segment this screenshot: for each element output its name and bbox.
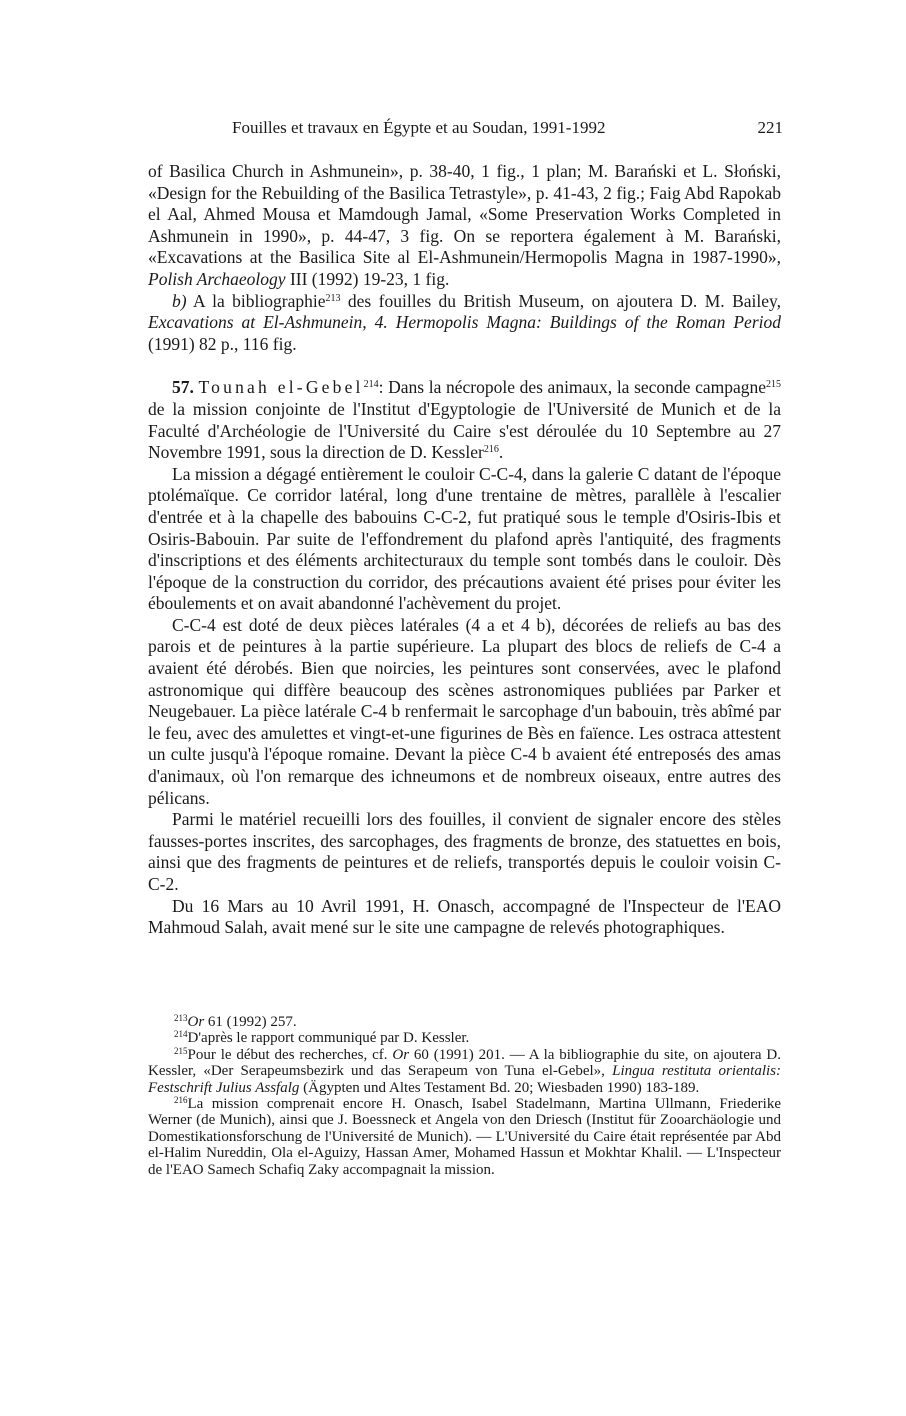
footnote-215 [148, 1047, 781, 1096]
footnote-216 [148, 1096, 781, 1178]
journal-title: Polish Archaeology [148, 268, 286, 289]
paragraph: Du 16 Mars au 10 Avril 1991, H. Onasch, accompagné de l'Inspecteur de l'EAO Mahmoud Salah, avait mené sur le site une campagne de relevés photographiques. [148, 895, 781, 938]
text-run: La mission comprenait encore H. Onasch, Isabel Stadelmann, Martina Ullmann, Friederike Werner (de Munich), ainsi que J. Boessneck et Angela von den Driesch (Institut für Zooarchäologie und Domestikationsforschung de l'Université de Munich). — L'Université du Caire était représentée par Abd el-Halim Nureddin, Ola el-Aguizy, Hassan Amer, Mohamed Hassun et Mokhtar Khalil. — L'Inspecteur de l'EAO Samech Schafiq Zaky accompagnait la mission. [148, 1096, 781, 1178]
text-run: Pour le début des recherches, cf. [187, 1046, 393, 1063]
text-run: : Dans la nécropole des animaux, la seconde campagne [378, 377, 766, 398]
footnote-number: 213 [174, 1013, 188, 1023]
main-text [148, 161, 781, 939]
text-run: (1991) 82 p., 116 fig. [148, 333, 297, 354]
journal-title: Or [392, 1046, 410, 1063]
footnotes [148, 1014, 781, 1178]
page-number: 221 [757, 118, 783, 137]
paragraph: C-C-4 est doté de deux pièces latérales (4 a et 4 b), décorées de reliefs au bas des parois et de peintures à la partie supérieure. La plupart des blocs de reliefs de C-4 a avaient été dérobés. Bien que noircies, les peintures sont conservées, avec le plafond astronomique qui diffère beaucoup des scènes astronomiques publiées par Parker et Neugebauer. La pièce latérale C-4 b renfermait le sarcophage d'un babouin, très abîmé par le feu, avec des amulettes et vingt-et-une figurines de Bès en faïence. Les ostraca attestent un culte jusqu'à l'époque romaine. Devant la pièce C-4 b avaient été entreposés des amas d'animaux, où l'on remarque des ichneumons et de nombreux oiseaux, entre autres des pélicans. [148, 614, 781, 808]
text-run: A la bibliographie [186, 290, 326, 311]
text-run: D'après le rapport communiqué par D. Kessler. [187, 1030, 470, 1047]
paragraph: Parmi le matériel recueilli lors des fouilles, il convient de signaler encore des stèles fausses-portes inscrites, des sarcophages, des fragments de bronze, des statuettes en bois, ainsi que des fragments de peintures et de reliefs, transportés depuis le couloir voisin C-C-2. [148, 809, 781, 894]
text-run: 60 (1991) 201. — A la bibliographie du site, on ajoutera D. Kessler, «Der Serapeumsbezirk und das Serapeum von Tuna el-Gebel», [148, 1046, 781, 1080]
text-run: 61 (1992) 257. [204, 1014, 297, 1030]
footnote-ref[interactable]: 213 [325, 292, 341, 304]
paragraph-b [148, 291, 781, 356]
text-run: of Basilica Church in Ashmunein», p. 38-40, 1 fig., 1 plan; M. Barański et L. Słoński, «Design for the Rebuilding of the Basilica Tetrastyle», p. 41-43, 2 fig.; Faig Abd Rapokab el Aal, Ahmed Mousa et Mamdough Jamal, «Some Preservation Works Completed in Ashmunein in 1990», p. 44-47, 3 fig. On se reportera également à M. Barański, «Excavations at the Basilica Site al El-Ashmunein/Hermopolis Magna in 1987-1990», [148, 161, 781, 268]
paragraph-57 [148, 377, 781, 463]
paragraph-bibliography-continued [148, 161, 781, 291]
section-number: 57. [172, 377, 194, 398]
site-name: Tounah el-Gebel [198, 377, 364, 398]
item-label: b) [172, 290, 187, 311]
footnote-ref[interactable]: 214 [363, 379, 379, 391]
book-title: Excavations at El-Ashmunein, 4. Hermopolis Magna: Buildings of the Roman Period [148, 312, 781, 333]
footnote-number: 214 [174, 1029, 188, 1040]
text-run: de la mission conjointe de l'Institut d'Egyptologie de l'Université de Munich et de la Faculté d'Archéologie de l'Université du Caire s'est déroulée du 10 Septembre au 27 Novembre 1991, sous la direction de D. Kessler [148, 398, 781, 463]
footnote-214 [148, 1030, 781, 1046]
footnote-213 [148, 1014, 781, 1030]
text-run: III (1992) 19-23, 1 fig. [285, 268, 450, 289]
journal-title: Or [187, 1014, 205, 1030]
text-run: (Ägypten und Altes Testament Bd. 20; Wiesbaden 1990) 183-189. [299, 1079, 700, 1096]
footnote-number: 216 [174, 1095, 188, 1106]
text-run: . [498, 442, 504, 463]
series-title: Lingua restituta orientalis: Festschrift Julius Assfalg [148, 1063, 782, 1096]
running-header [148, 118, 783, 142]
footnote-number: 215 [174, 1045, 188, 1056]
paragraph: La mission a dégagé entièrement le couloir C-C-4, dans la galerie C datant de l'époque ptolémaïque. Ce corridor latéral, long d'une trentaine de mètres, parallèle à l'escalier d'entrée et à la chapelle des babouins C-C-2, fut pratiqué sous le temple d'Osiris-Ibis et Osiris-Babouin. Par suite de l'effondrement du plafond après l'antiquité, des fragments d'inscriptions et des éléments architecturaux du temple sont tombés dans le couloir. Dès l'époque de la construction du corridor, des précautions avaient été prises pour éviter les éboulements et on avait abandonné l'achèvement du projet. [148, 463, 781, 614]
running-title: Fouilles et travaux en Égypte et au Soudan, 1991-1992 [232, 118, 606, 137]
footnote-ref[interactable]: 216 [483, 444, 499, 456]
text-run: des fouilles du British Museum, on ajoutera D. M. Bailey, [340, 290, 781, 311]
footnote-ref[interactable]: 215 [766, 379, 781, 391]
